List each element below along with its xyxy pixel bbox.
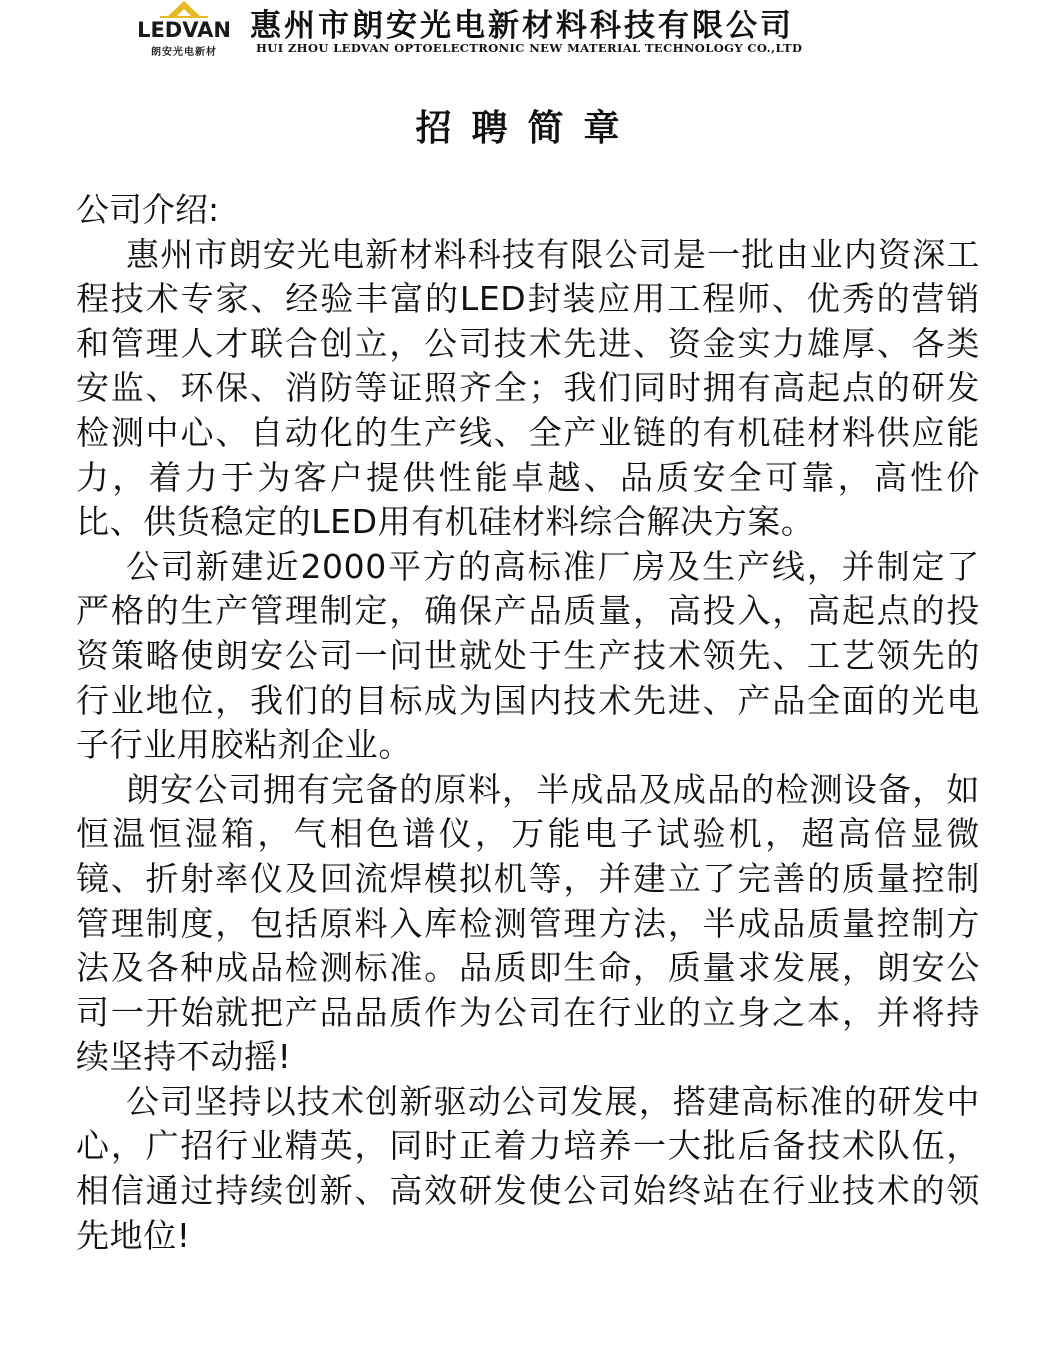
document-body [76,188,980,1258]
paragraph-quality: 朗安公司拥有完备的原料，半成品及成品的检测设备，如恒温恒湿箱，气相色谱仪，万能电子试验机，超高倍显微镜、折射率仪及回流焊模拟机等，并建立了完善的质量控制管理制度，包括原料入库检测管理方法，半成品质量控制方法及各种成品检测标准。品质即生命，质量求发展，朗安公司一开始就把产品品质作为公司在行业的立身之本，并将持续坚持不动摇! [76,769,980,1077]
company-name-cn: 惠州市朗安光电新材料科技有限公司 [250,8,794,44]
document-title: 招聘简章 [415,108,640,149]
paragraph-company-intro: 惠州市朗安光电新材料科技有限公司是一批由业内资深工程技术专家、经验丰富的LED封装应用工程师、优秀的营销和管理人才联合创立，公司技术先进、资金实力雄厚、各类安监、环保、消防等证照齐全；我们同时拥有高起点的研发检测中心、自动化的生产线、全产业链的有机硅材料供应能力，着力于为客户提供性能卓越、品质安全可靠，高性价比、供货稳定的LED用有机硅材料综合解决方案。 [76,234,980,542]
logo-subtext: 朗安光电新材 [151,47,217,58]
section-heading: 公司介绍: [76,190,220,229]
logo-wordmark: LEDVAN [137,18,231,42]
paragraph-innovation: 公司坚持以技术创新驱动公司发展，搭建高标准的研发中心，广招行业精英，同时正着力培养一大批后备技术队伍，相信通过持续创新、高效研发使公司始终站在行业技术的领先地位! [76,1081,980,1255]
logo-mark-icon [160,0,208,18]
company-logo [128,0,240,60]
paragraph-facilities: 公司新建近2000平方的高标准厂房及生产线，并制定了严格的生产管理制定，确保产品质量，高投入，高起点的投资策略使朗安公司一问世就处于生产技术领先、工艺领先的行业地位，我们的目标成为国内技术先进、产品全面的光电子行业用胶粘剂企业。 [76,546,980,765]
letterhead [118,0,918,70]
company-name-en: HUI ZHOU LEDVAN OPTOELECTRONIC NEW MATERIAL TECHNOLOGY CO.,LTD [256,41,803,55]
